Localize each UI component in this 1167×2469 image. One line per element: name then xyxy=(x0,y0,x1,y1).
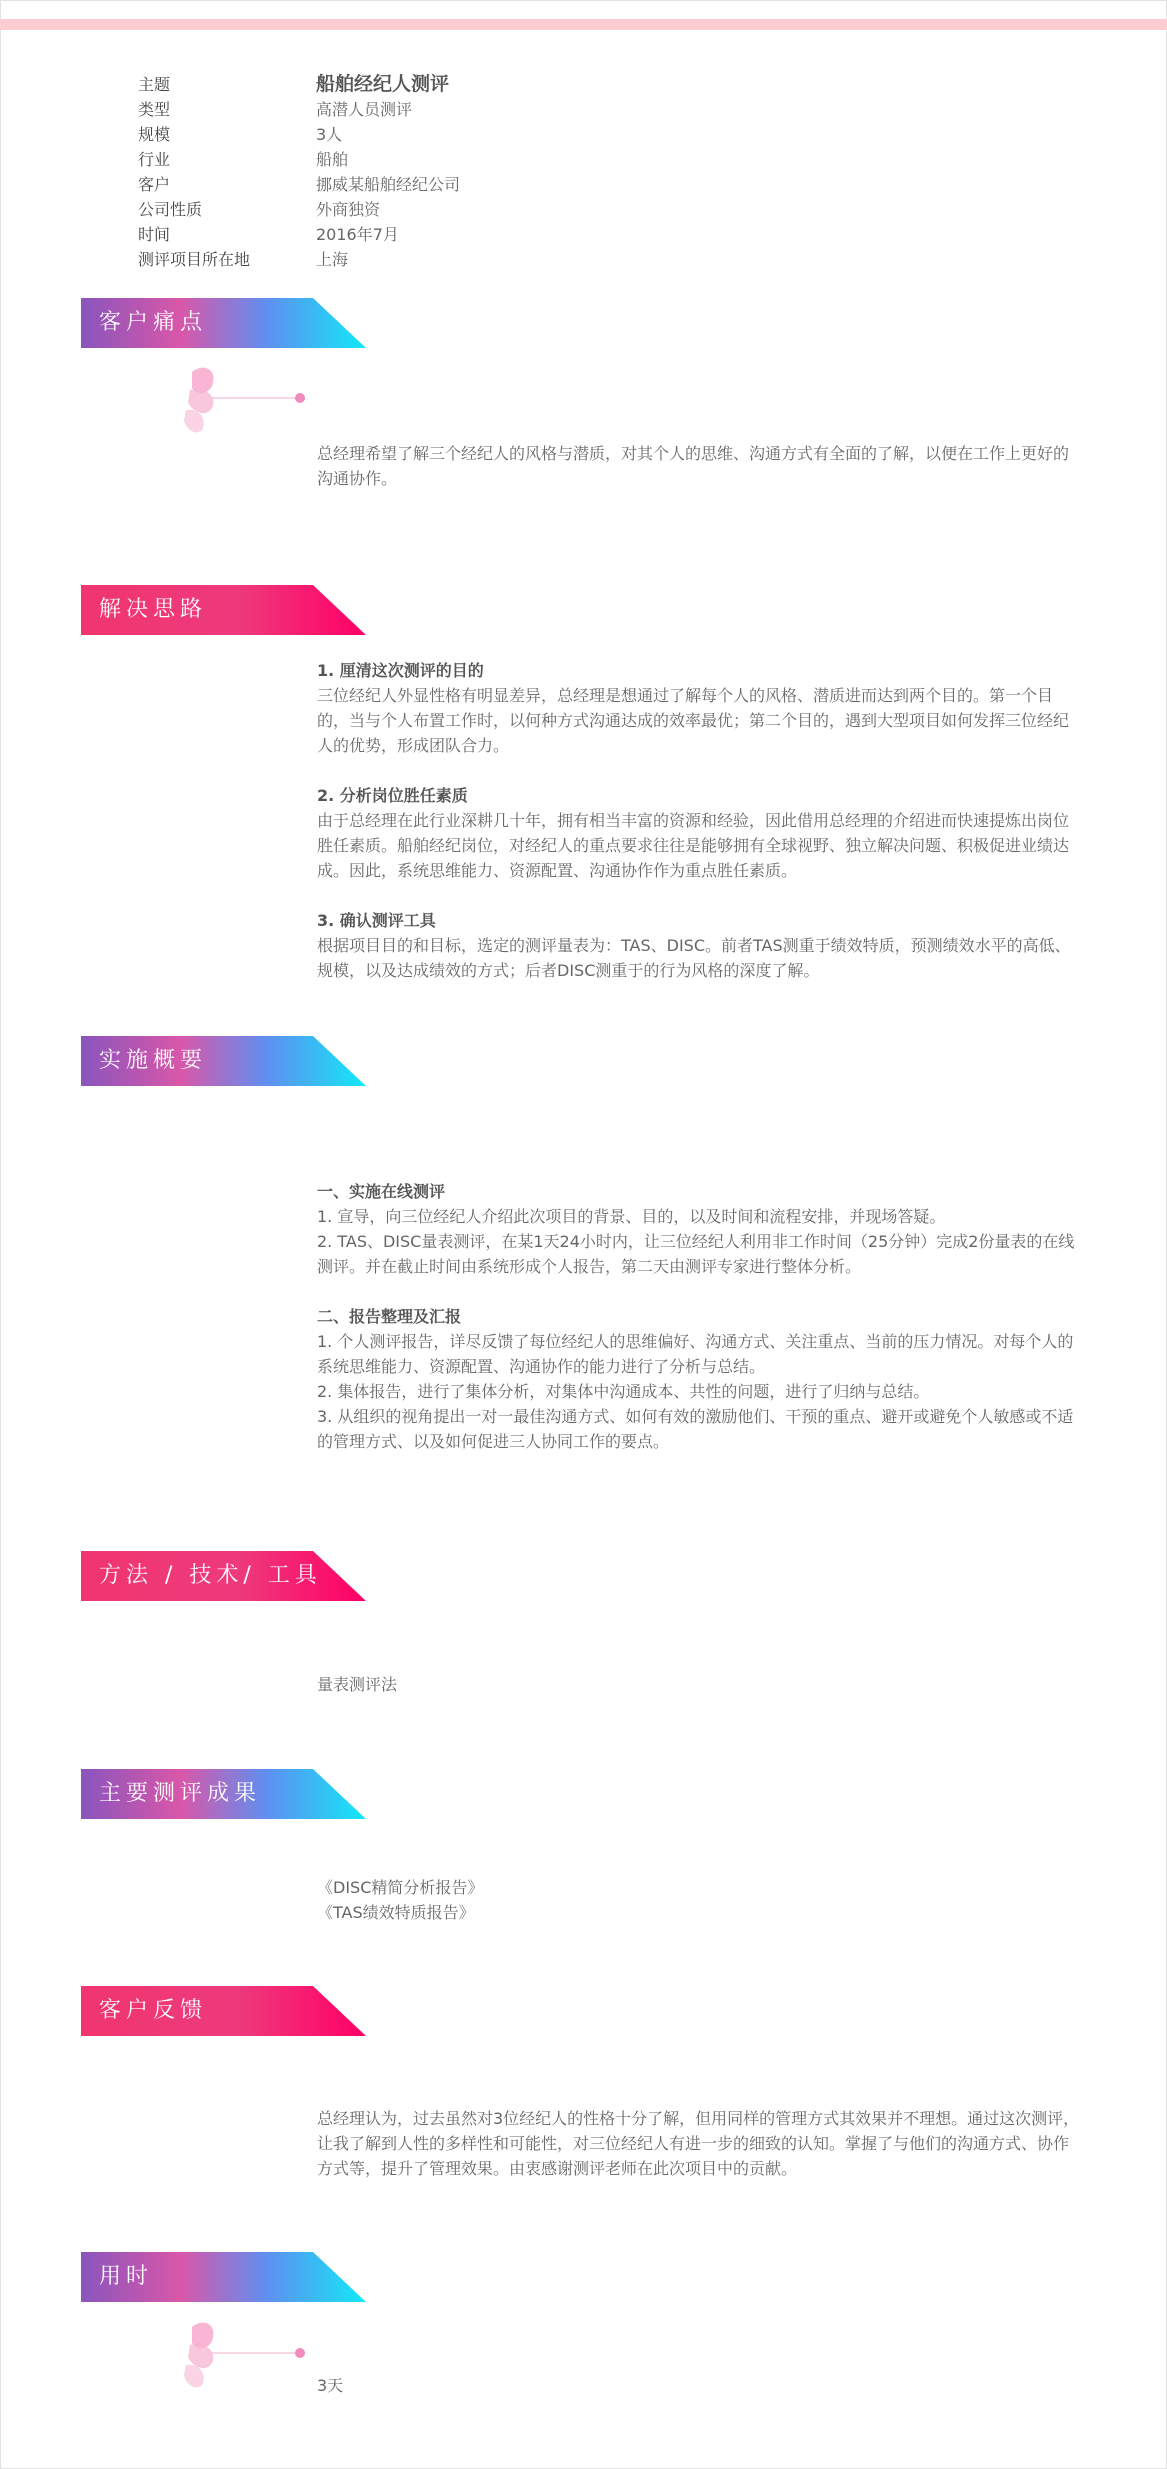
section-title: 实施概要 xyxy=(99,1048,208,1073)
info-value: 外商独资 xyxy=(316,200,381,219)
duration-content xyxy=(317,2373,1082,2398)
pain-points-text: 总经理希望了解三个经纪人的风格与潜质，对其个人的思维、沟通方式有全面的了解，以便在工作上更好的沟通协作。 xyxy=(317,444,1070,488)
methods-text: 量表测评法 xyxy=(317,1675,398,1694)
flower-decoration-icon xyxy=(178,358,338,438)
result-item: 《TAS绩效特质报告》 xyxy=(317,1903,475,1922)
overview-group-heading: 二、报告整理及汇报 xyxy=(317,1307,462,1326)
info-key: 客户 xyxy=(138,175,171,194)
section-title: 主要测评成果 xyxy=(99,1781,262,1806)
section-title: 方法 / 技术/ 工具 xyxy=(99,1563,322,1588)
flower-decoration-icon xyxy=(178,2313,338,2393)
info-key: 测评项目所在地 xyxy=(138,250,251,269)
top-accent-bar xyxy=(0,19,1167,30)
solution-item-heading: 3. 确认测评工具 xyxy=(317,911,436,930)
section-title: 客户痛点 xyxy=(99,310,208,335)
info-value: 2016年7月 xyxy=(316,225,399,244)
section-banner-feedback xyxy=(81,1986,366,2036)
overview-content xyxy=(317,1179,1082,1454)
section-banner-pain-points xyxy=(81,298,366,348)
overview-group-heading: 一、实施在线测评 xyxy=(317,1182,446,1201)
methods-content xyxy=(317,1672,1082,1697)
info-value: 挪威某船舶经纪公司 xyxy=(316,175,461,194)
overview-line: 1. 个人测评报告，详尽反馈了每位经纪人的思维偏好、沟通方式、关注重点、当前的压力情况。对每个人的系统思维能力、资源配置、沟通协作的能力进行了分析与总结。 xyxy=(317,1332,1074,1376)
solution-item-heading: 1. 厘清这次测评的目的 xyxy=(317,661,484,680)
info-key: 行业 xyxy=(138,150,171,169)
result-item: 《DISC精简分析报告》 xyxy=(317,1878,484,1897)
section-title: 解决思路 xyxy=(99,597,208,622)
solution-item-text: 由于总经理在此行业深耕几十年，拥有相当丰富的资源和经验，因此借用总经理的介绍进而快速提炼出岗位胜任素质。船舶经纪岗位，对经纪人的重点要求往往是能够拥有全球视野、独立解决问题、积极促进业绩达成。因此，系统思维能力、资源配置、沟通协作作为重点胜任素质。 xyxy=(317,811,1070,880)
info-key: 时间 xyxy=(138,225,171,244)
pain-points-content xyxy=(317,441,1082,491)
solution-item-heading: 2. 分析岗位胜任素质 xyxy=(317,786,468,805)
feedback-content xyxy=(317,2106,1082,2181)
solution-item-text: 根据项目目的和目标，选定的测评量表为：TAS、DISC。前者TAS测重于绩效特质，预测绩效水平的高低、规模，以及达成绩效的方式；后者DISC测重于的行为风格的深度了解。 xyxy=(317,936,1071,980)
section-banner-results xyxy=(81,1769,366,1819)
section-banner-duration xyxy=(81,2252,366,2302)
section-title: 用时 xyxy=(99,2264,154,2289)
section-banner-solution xyxy=(81,585,366,635)
info-key: 类型 xyxy=(138,100,171,119)
duration-text: 3天 xyxy=(317,2376,344,2395)
results-content xyxy=(317,1875,1082,1925)
overview-line: 2. 集体报告，进行了集体分析，对集体中沟通成本、共性的问题，进行了归纳与总结。 xyxy=(317,1382,930,1401)
section-banner-methods xyxy=(81,1551,366,1601)
project-title: 船舶经纪人测评 xyxy=(316,73,450,95)
info-value: 高潜人员测评 xyxy=(316,100,413,119)
solution-item-text: 三位经纪人外显性格有明显差异，总经理是想通过了解每个人的风格、潜质进而达到两个目的。第一个目的，当与个人布置工作时，以何种方式沟通达成的效率最优；第二个目的，遇到大型项目如何发挥三位经纪人的优势，形成团队合力。 xyxy=(317,686,1070,755)
info-key: 主题 xyxy=(138,75,171,94)
section-banner-overview xyxy=(81,1036,366,1086)
overview-line: 2. TAS、DISC量表测评，在某1天24小时内，让三位经纪人利用非工作时间（25分钟）完成2份量表的在线测评。并在截止时间由系统形成个人报告，第二天由测评专家进行整体分析。 xyxy=(317,1232,1075,1276)
info-key: 规模 xyxy=(138,125,171,144)
info-value: 3人 xyxy=(316,125,343,144)
info-value: 船舶 xyxy=(316,150,349,169)
feedback-text: 总经理认为，过去虽然对3位经纪人的性格十分了解，但用同样的管理方式其效果并不理想。通过这次测评，让我了解到人性的多样性和可能性，对三位经纪人有进一步的细致的认知。掌握了与他们的沟通方式、协作方式等，提升了管理效果。由衷感谢测评老师在此次项目中的贡献。 xyxy=(317,2109,1080,2178)
solution-content xyxy=(317,658,1082,983)
info-value: 上海 xyxy=(316,250,349,269)
section-title: 客户反馈 xyxy=(99,1998,208,2023)
info-key: 公司性质 xyxy=(138,200,203,219)
overview-line: 3. 从组织的视角提出一对一最佳沟通方式、如何有效的激励他们、干预的重点、避开或避免个人敏感或不适的管理方式、以及如何促进三人协同工作的要点。 xyxy=(317,1407,1074,1451)
overview-line: 1. 宣导，向三位经纪人介绍此次项目的背景、目的，以及时间和流程安排，并现场答疑。 xyxy=(317,1207,946,1226)
